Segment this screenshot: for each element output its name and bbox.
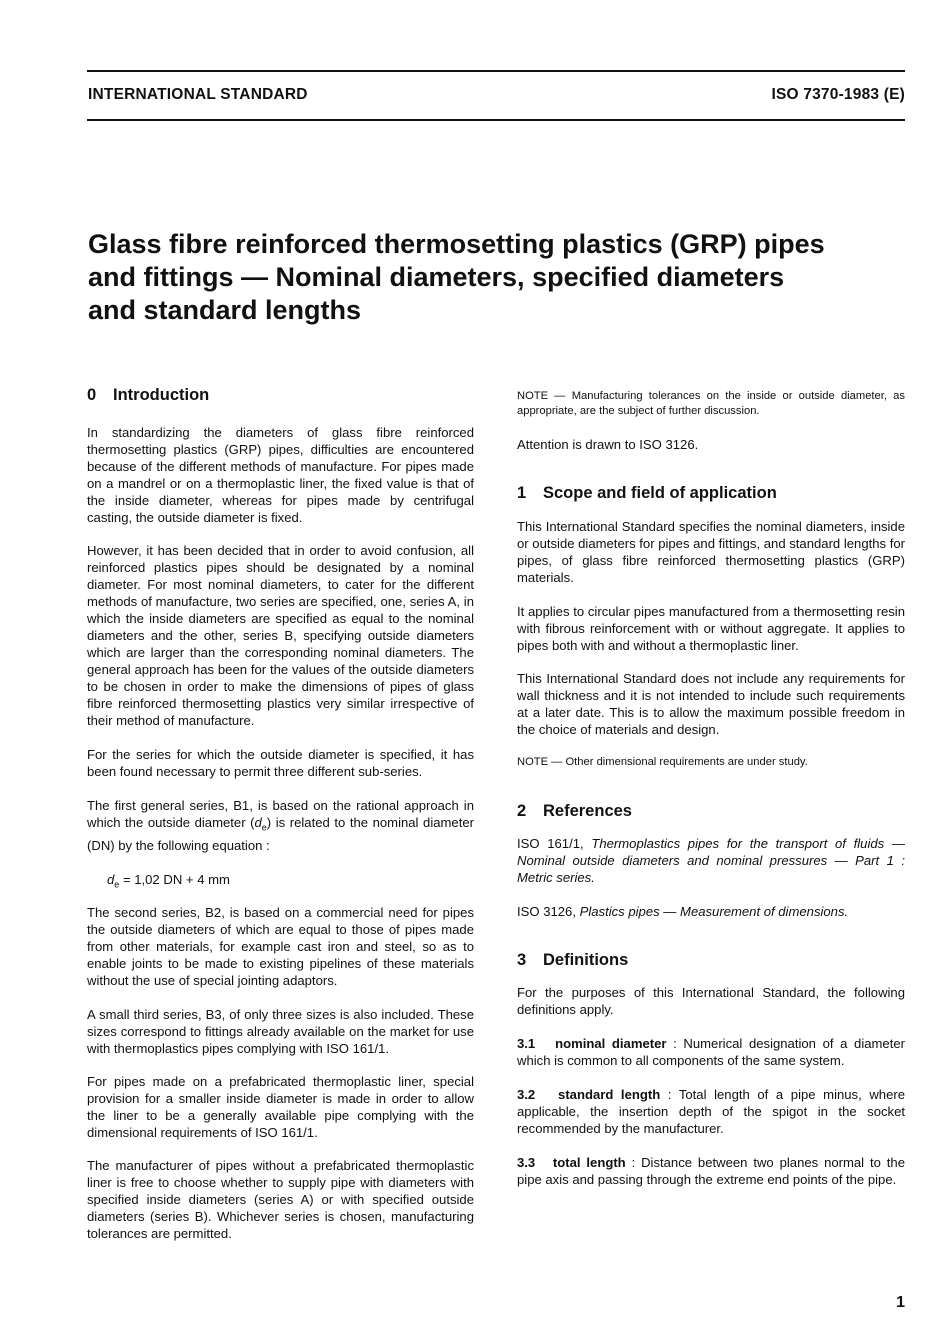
- right-column: [517, 384, 905, 1188]
- left-column: [87, 384, 474, 1242]
- intro-paragraph-4: [87, 797, 474, 854]
- scope-paragraph-3: This International Standard does not include any requirements for wall thickness and it is not intended to include such requirements at a later date. This is to allow the maximum possible freedom in the choice of materials and design.: [517, 671, 905, 737]
- section-title: References: [543, 802, 632, 820]
- definition-term: nominal diameter: [555, 1036, 667, 1051]
- section-heading-scope: [517, 482, 905, 504]
- scope-paragraph-2: It applies to circular pipes manufactured from a thermosetting resin with fibrous reinforcement with or without aggregate. It applies to pipes both with and without a thermoplastic liner.: [517, 604, 905, 653]
- reference-code: ISO 3126,: [517, 904, 580, 919]
- section-title: Scope and field of application: [543, 484, 777, 502]
- variable-d: d: [107, 871, 115, 887]
- intro-paragraph-2: However, it has been decided that in order to avoid confusion, all reinforced plastics pipes should be designated by a nominal diameter. For most nominal diameters, to cater for the different methods of manufacture, two series are specified, one, series A, in which the inside diameters are specified as equal to the nominal diameters and the other, series B, specifying outside diameters which are larger than the corresponding nominal diameters. The general approach has been for the values of the outside diameters to be chosen in order to make the dimensions of pipes of glass fibre reinforced thermosetting plastics very similar irrespective of their method of manufacture.: [87, 543, 474, 728]
- reference-code: ISO 161/1,: [517, 836, 592, 851]
- reference-title: Plastics pipes — Measurement of dimensions.: [579, 904, 849, 919]
- title-line-3: and standard lengths: [88, 295, 362, 325]
- intro-paragraph-8: The manufacturer of pipes without a prefabricated thermoplastic liner is free to choose whether to supply pipe with diameters with specified inside diameters (series A) or with specified outside diameters (series B). Whichever series is chosen, manufacturing tolerances are permitted.: [87, 1158, 474, 1242]
- paragraph-text: The first general series, B1, is based on the rational approach in which the outside diameter (: [87, 798, 474, 830]
- header-top-rule: [87, 70, 905, 72]
- equation-text: = 1,02 DN + 4 mm: [119, 871, 230, 887]
- document-title: [88, 228, 908, 327]
- section-number: 2: [517, 802, 527, 820]
- section-heading-introduction: [87, 384, 474, 406]
- intro-paragraph-1: In standardizing the diameters of glass fibre reinforced thermosetting plastics (GRP) pipes, difficulties are encountered because of the different methods of manufacture. For pipes made on a mandrel or on a thermoplastic liner, the fixed value is that of the inside diameter, whereas for pipes made by centrifugal casting, the outside diameter is fixed.: [87, 425, 474, 525]
- section-heading-references: [517, 800, 905, 822]
- section-number: 3: [517, 951, 527, 969]
- paragraph-text: ) is related to the nominal diameter (DN) by the following equation :: [87, 815, 474, 853]
- variable-subscript: e: [114, 879, 120, 890]
- definition-text: : Total length of a pipe minus, where applicable, the insertion depth of the spigot in the socket recommended by the manufacturer.: [517, 1087, 905, 1136]
- tolerance-note: NOTE — Manufacturing tolerances on the inside or outside diameter, as appropriate, are the subject of further discussion.: [517, 390, 905, 417]
- definition-term: standard length: [558, 1087, 661, 1102]
- header-standard-type: INTERNATIONAL STANDARD: [88, 86, 308, 103]
- definition-term: total length: [552, 1155, 626, 1170]
- page-number: 1: [896, 1294, 905, 1311]
- definition-nominal-diameter: [517, 1035, 905, 1069]
- reference-iso-3126: [517, 903, 905, 920]
- diameter-equation: [87, 871, 474, 894]
- reference-iso-161-1: [517, 835, 905, 886]
- definitions-intro: For the purposes of this International Standard, the following definitions apply.: [517, 985, 905, 1017]
- header-bottom-rule: [87, 119, 905, 121]
- definition-number: 3.3: [517, 1155, 536, 1170]
- definition-text: : Numerical designation of a diameter which is common to all components of the same system.: [517, 1036, 905, 1068]
- title-line-2: and fittings — Nominal diameters, specified diameters: [88, 262, 785, 292]
- attention-line: Attention is drawn to ISO 3126.: [517, 437, 699, 452]
- title-line-1: Glass fibre reinforced thermosetting plastics (GRP) pipes: [88, 229, 825, 259]
- variable-subscript: e: [261, 822, 267, 833]
- intro-paragraph-5: The second series, B2, is based on a commercial need for pipes the outside diameters of which are equal to those of pipes made from other materials, for example cast iron and steel, so as to enable joints to be made to existing pipelines of these materials without the use of special jointing adaptors.: [87, 905, 474, 989]
- section-title: Definitions: [543, 951, 629, 969]
- intro-paragraph-3: For the series for which the outside diameter is specified, it has been found necessary to permit three different sub-series.: [87, 747, 474, 779]
- definition-number: 3.1: [517, 1036, 536, 1051]
- reference-title: Thermoplastics pipes for the transport of fluids — Nominal outside diameters and nominal pressures — Part 1 : Metric series.: [517, 836, 905, 885]
- scope-paragraph-1: This International Standard specifies the nominal diameters, inside or outside diameters for pipes and fittings, and standard lengths for pipes, of glass fibre reinforced thermosetting plastics (GRP) materials.: [517, 519, 905, 585]
- section-title: Introduction: [113, 386, 210, 404]
- section-number: 1: [517, 484, 527, 502]
- definition-text: : Distance between two planes normal to the pipe axis and passing through the extreme end points of the pipe.: [517, 1155, 905, 1187]
- section-heading-definitions: [517, 949, 905, 971]
- definition-standard-length: [517, 1086, 905, 1137]
- header-standard-number: ISO 7370-1983 (E): [771, 86, 905, 103]
- definition-number: 3.2: [517, 1087, 536, 1102]
- section-number: 0: [87, 386, 97, 404]
- variable-d: d: [254, 815, 262, 830]
- intro-paragraph-7: For pipes made on a prefabricated thermoplastic liner, special provision for a smaller inside diameter is made in order to allow the liner to be a generally available pipe complying with the dimensional requirements of ISO 161/1.: [87, 1074, 474, 1141]
- definition-total-length: [517, 1154, 905, 1188]
- scope-note: NOTE — Other dimensional requirements are under study.: [517, 756, 808, 768]
- intro-paragraph-6: A small third series, B3, of only three sizes is also included. These sizes correspond to fittings already available on the market for use with thermoplastics pipes complying with ISO 161/1.: [87, 1007, 474, 1057]
